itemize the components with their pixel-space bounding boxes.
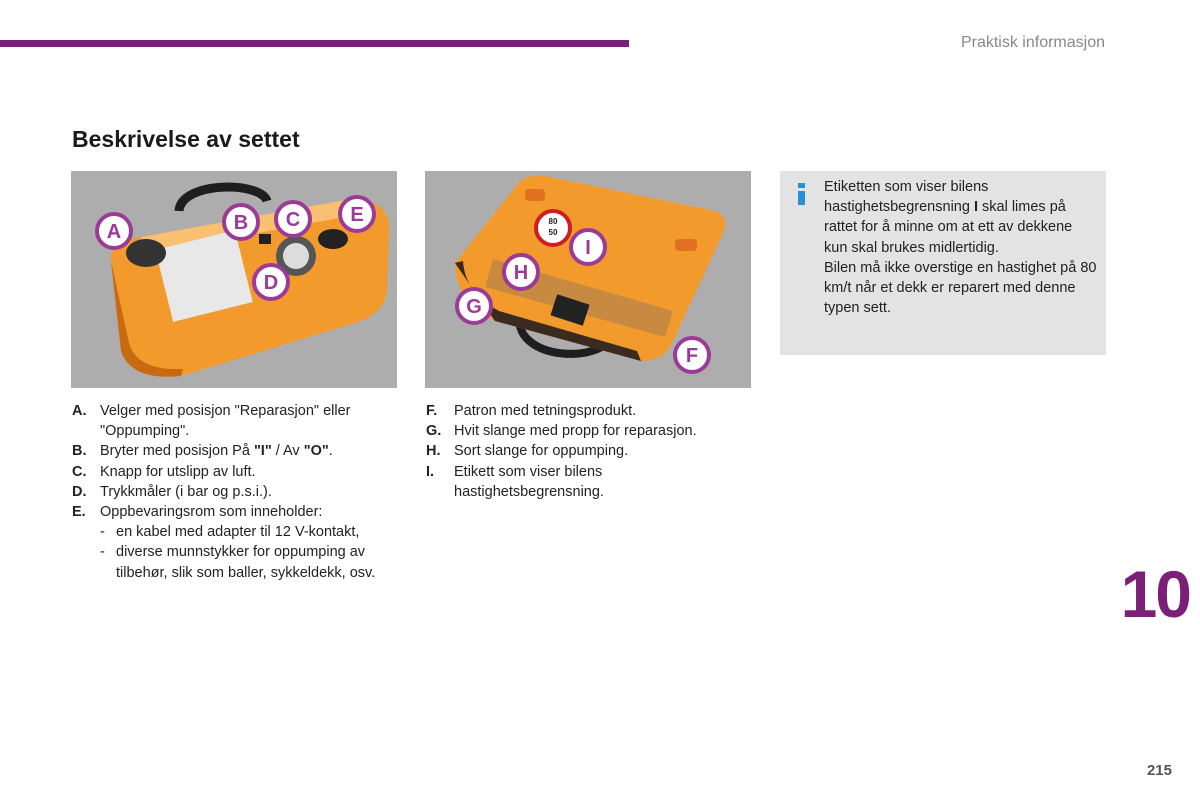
storage-compartment	[318, 229, 348, 249]
svg-text:B: B	[233, 212, 249, 234]
speed-limit-sticker	[536, 211, 570, 245]
sub-list	[100, 522, 402, 583]
page-number: 215	[1146, 762, 1172, 779]
list-item: A. Velger med posisjon "Reparasjon" eller "Oppumping".	[72, 403, 351, 440]
on-off-switch	[259, 234, 271, 244]
callout-h	[504, 255, 538, 289]
callout-d	[254, 265, 288, 299]
callout-f	[675, 338, 709, 372]
callout-a	[97, 214, 131, 248]
svg-text:D: D	[263, 272, 279, 294]
svg-text:G: G	[466, 296, 482, 318]
callout-c	[276, 202, 310, 236]
svg-text:I: I	[585, 237, 591, 259]
list-item: C. Knapp for utslipp av luft.	[72, 463, 256, 480]
sub-list-item: - en kabel med adapter til 12 V-kontakt,	[100, 524, 360, 541]
callout-b	[224, 205, 258, 239]
callout-i	[571, 230, 605, 264]
list-item: G. Hvit slange med propp for reparasjon.	[426, 423, 697, 440]
svg-text:50: 50	[548, 228, 558, 237]
list-item: E. Oppbevaringsrom som inneholder: - en kabel med adapter til 12 V-kontakt, - diverse munnstykker for oppumping av tilbehør, slik som baller, sykkeldekk, osv.	[72, 502, 402, 583]
svg-text:A: A	[106, 221, 122, 243]
callout-g	[457, 289, 491, 323]
list-item: D. Trykkmåler (i bar og p.s.i.).	[72, 483, 272, 500]
list-item: F. Patron med tetningsprodukt.	[426, 403, 637, 419]
mode-selector	[126, 239, 166, 267]
sub-list-item: - diverse munnstykker for oppumping av tilbehør, slik som baller, sykkeldekk, osv.	[100, 544, 376, 581]
svg-text:E: E	[350, 204, 364, 226]
page-heading: Beskrivelse av settet	[72, 126, 300, 152]
info-paragraph-2: Bilen må ikke overstige en hastighet på 80 km/t når et dekk er reparert med denne typen sett.	[824, 259, 1097, 317]
section-title: Praktisk informasjon	[960, 34, 1105, 51]
info-text	[824, 177, 1099, 318]
compressor-kit-illustration	[71, 171, 397, 388]
callout-e	[340, 197, 374, 231]
component-list-right	[426, 401, 756, 502]
svg-text:C: C	[285, 209, 301, 231]
list-item: B. Bryter med posisjon På "I" / Av "O".	[72, 443, 333, 460]
info-paragraph-1: Etiketten som viser bilens hastighetsbegrensning I skal limes på rattet for å minne om at ett av dekkene kun skal brukes midlertidig.	[824, 179, 1073, 256]
top-accent-bar	[0, 40, 629, 47]
list-item: H. Sort slange for oppumping.	[426, 443, 629, 460]
component-list-left	[72, 401, 402, 583]
kit-underside-illustration	[425, 171, 751, 388]
chapter-number: 10	[1120, 557, 1190, 631]
info-box	[780, 171, 1106, 355]
svg-text:H: H	[513, 262, 529, 284]
svg-text:80: 80	[548, 217, 558, 226]
svg-text:F: F	[685, 345, 699, 367]
list-item: I. Etikett som viser bilens hastighetsbegrensning.	[426, 463, 604, 500]
info-icon	[796, 183, 806, 203]
